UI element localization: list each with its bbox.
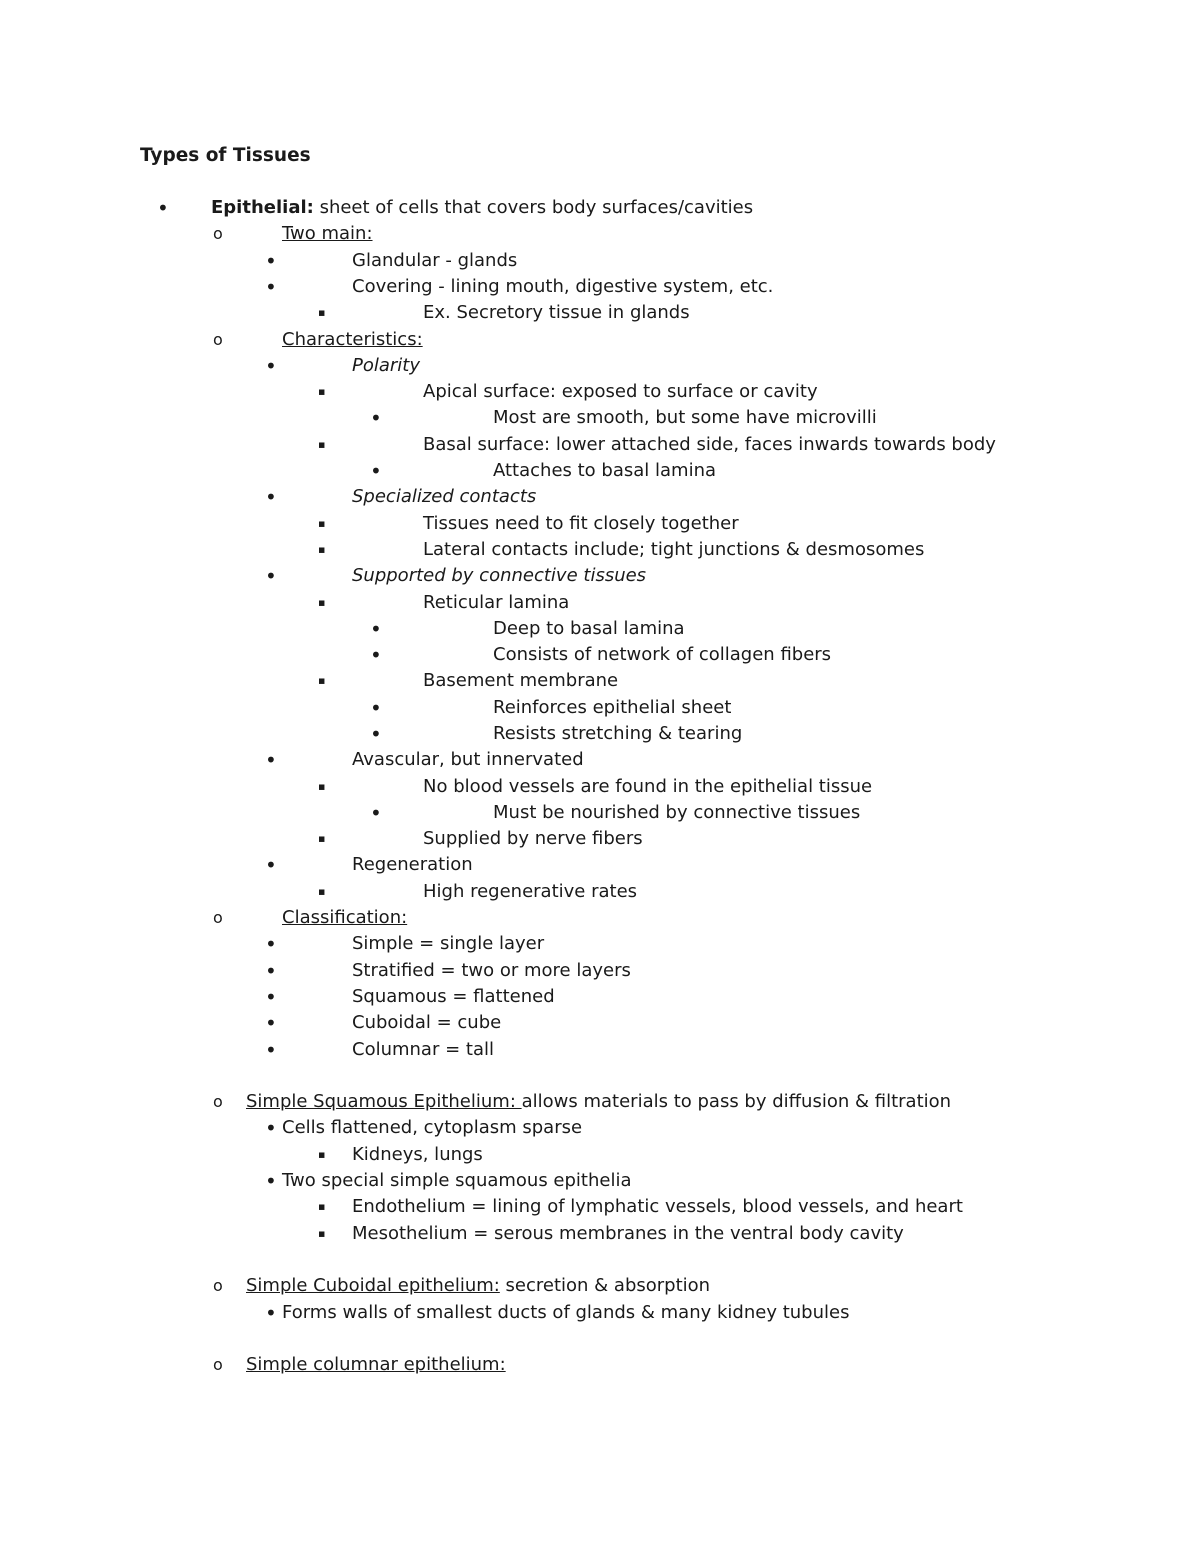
square-bullet-icon: ▪	[318, 674, 326, 687]
list-item	[0, 221, 1200, 247]
list-item-body: Two special simple squamous epithelia	[282, 1170, 632, 1191]
list-item	[0, 300, 1200, 326]
hollow-bullet-icon: o	[213, 1092, 223, 1111]
list-item-text	[352, 248, 517, 274]
bullet-icon: •	[265, 249, 277, 273]
list-item-text	[423, 511, 739, 537]
list-item	[0, 1273, 1200, 1299]
list-item-body: secretion & absorption	[499, 1275, 711, 1296]
list-item	[0, 432, 1200, 458]
list-item-body: Simple = single layer	[352, 933, 545, 954]
list-item-body: Must be nourished by connective tissues	[493, 802, 861, 823]
list-item	[0, 668, 1200, 694]
list-item-text	[352, 484, 536, 510]
hollow-bullet-icon: o	[213, 330, 223, 349]
list-item	[0, 1089, 1200, 1115]
list-item	[0, 353, 1200, 379]
list-item	[0, 984, 1200, 1010]
list-item-body: Reticular lamina	[423, 592, 570, 613]
bullet-icon: •	[157, 196, 169, 220]
list-item	[0, 1168, 1200, 1194]
list-item-text	[352, 747, 584, 773]
list-item-body: Stratified = two or more layers	[352, 960, 631, 981]
list-item-text	[352, 852, 473, 878]
list-item-body: High regenerative rates	[423, 881, 638, 902]
list-item-label: Characteristics:	[282, 329, 423, 350]
list-item-text	[352, 931, 544, 957]
list-item	[0, 931, 1200, 957]
list-item	[0, 248, 1200, 274]
list-item-label: Simple columnar epithelium:	[246, 1354, 506, 1375]
list-item-text	[423, 590, 569, 616]
list-item-body: Specialized contacts	[352, 486, 537, 507]
list-item	[0, 1115, 1200, 1141]
bullet-icon: •	[370, 459, 382, 483]
list-item	[0, 800, 1200, 826]
list-item-label: Classification:	[282, 907, 408, 928]
list-item	[0, 616, 1200, 642]
list-item	[0, 1194, 1200, 1220]
square-bullet-icon: ▪	[318, 885, 326, 898]
bullet-icon: •	[265, 354, 277, 378]
list-item-text	[423, 537, 924, 563]
list-item-text	[493, 721, 742, 747]
square-bullet-icon: ▪	[318, 832, 326, 845]
list-item-body: Supported by connective tissues	[352, 565, 647, 586]
list-item-body: Cuboidal = cube	[352, 1012, 502, 1033]
list-item	[0, 1010, 1200, 1036]
bullet-icon: •	[370, 696, 382, 720]
square-bullet-icon: ▪	[318, 1148, 326, 1161]
list-item-text	[282, 1115, 582, 1141]
list-item	[0, 511, 1200, 537]
list-item	[0, 1142, 1200, 1168]
list-item	[0, 642, 1200, 668]
bullet-icon: •	[370, 801, 382, 825]
bullet-icon: •	[265, 564, 277, 588]
list-item-text	[423, 668, 618, 694]
list-item	[0, 327, 1200, 353]
square-bullet-icon: ▪	[318, 1227, 326, 1240]
list-item-body: Columnar = tall	[352, 1039, 494, 1060]
square-bullet-icon: ▪	[318, 596, 326, 609]
bullet-icon: •	[265, 748, 277, 772]
list-item	[0, 1300, 1200, 1326]
list-item-label: Simple Squamous Epithelium:	[246, 1091, 522, 1112]
square-bullet-icon: ▪	[318, 306, 326, 319]
list-item-text	[352, 984, 555, 1010]
list-item	[0, 721, 1200, 747]
list-item	[0, 774, 1200, 800]
list-item	[0, 879, 1200, 905]
list-item-text	[282, 905, 407, 931]
list-item-body: sheet of cells that covers body surfaces/cavities	[313, 197, 754, 218]
list-item-body: Supplied by nerve fibers	[423, 828, 643, 849]
list-item-text	[493, 642, 831, 668]
list-item-body: Glandular - glands	[352, 250, 518, 271]
square-bullet-icon: ▪	[318, 1200, 326, 1213]
list-item	[0, 379, 1200, 405]
list-item-text	[352, 1142, 483, 1168]
list-item-body: Mesothelium = serous membranes in the ventral body cavity	[352, 1223, 904, 1244]
list-item-body: Basement membrane	[423, 670, 619, 691]
square-bullet-icon: ▪	[318, 385, 326, 398]
list-item-body: allows materials to pass by diffusion & filtration	[521, 1091, 952, 1112]
square-bullet-icon: ▪	[318, 543, 326, 556]
list-item-text	[493, 458, 716, 484]
list-item-text	[282, 1300, 849, 1326]
hollow-bullet-icon: o	[213, 224, 223, 243]
list-item-label: Epithelial:	[211, 197, 314, 218]
list-item-body: Endothelium = lining of lymphatic vessels, blood vessels, and heart	[352, 1196, 963, 1217]
hollow-bullet-icon: o	[213, 908, 223, 927]
list-item-body: Basal surface: lower attached side, faces inwards towards body	[423, 434, 996, 455]
list-item-text	[493, 695, 731, 721]
list-item	[0, 563, 1200, 589]
list-item-text	[282, 1168, 632, 1194]
list-item-text	[282, 327, 423, 353]
list-item	[0, 1037, 1200, 1063]
list-item-text	[423, 879, 637, 905]
list-item-body: Ex. Secretory tissue in glands	[423, 302, 690, 323]
list-item-text	[493, 800, 860, 826]
list-item-text	[246, 1352, 506, 1378]
bullet-icon: •	[265, 1301, 277, 1325]
list-item-text	[423, 774, 872, 800]
list-item	[0, 695, 1200, 721]
list-item-body: Regeneration	[352, 854, 473, 875]
list-item-text	[423, 300, 690, 326]
list-item	[0, 826, 1200, 852]
list-item-body: Squamous = flattened	[352, 986, 555, 1007]
list-item-body: No blood vessels are found in the epithelial tissue	[423, 776, 873, 797]
page-title: Types of Tissues	[140, 145, 311, 166]
list-item-body: Most are smooth, but some have microvilli	[493, 407, 877, 428]
list-item	[0, 1352, 1200, 1378]
square-bullet-icon: ▪	[318, 438, 326, 451]
list-item	[0, 747, 1200, 773]
list-item-body: Tissues need to fit closely together	[423, 513, 739, 534]
list-item	[0, 458, 1200, 484]
list-item-text	[423, 379, 818, 405]
list-item-body: Polarity	[352, 355, 421, 376]
square-bullet-icon: ▪	[318, 780, 326, 793]
list-item-text	[352, 274, 773, 300]
list-item-text	[352, 353, 420, 379]
list-item	[0, 484, 1200, 510]
bullet-icon: •	[265, 1116, 277, 1140]
list-item-body: Forms walls of smallest ducts of glands & many kidney tubules	[282, 1302, 850, 1323]
list-item	[0, 958, 1200, 984]
list-item-text	[352, 1221, 904, 1247]
list-item-body: Covering - lining mouth, digestive system, etc.	[352, 276, 774, 297]
bullet-icon: •	[265, 932, 277, 956]
list-item	[0, 905, 1200, 931]
list-item-body: Kidneys, lungs	[352, 1144, 483, 1165]
list-item-text	[423, 432, 996, 458]
list-item-body: Avascular, but innervated	[352, 749, 584, 770]
list-item-text	[352, 1037, 494, 1063]
list-item-text	[352, 1194, 963, 1220]
bullet-icon: •	[265, 485, 277, 509]
list-item-body: Apical surface: exposed to surface or cavity	[423, 381, 818, 402]
bullet-icon: •	[370, 722, 382, 746]
hollow-bullet-icon: o	[213, 1355, 223, 1374]
list-item-text	[493, 405, 877, 431]
hollow-bullet-icon: o	[213, 1276, 223, 1295]
list-item-body: Deep to basal lamina	[493, 618, 685, 639]
bullet-icon: •	[370, 406, 382, 430]
bullet-icon: •	[265, 1169, 277, 1193]
list-item-text	[423, 826, 643, 852]
list-item-text	[352, 1010, 501, 1036]
bullet-icon: •	[265, 1011, 277, 1035]
list-item	[0, 195, 1200, 221]
list-item-body: Resists stretching & tearing	[493, 723, 743, 744]
list-item-body: Consists of network of collagen fibers	[493, 644, 832, 665]
square-bullet-icon: ▪	[318, 517, 326, 530]
list-item	[0, 1221, 1200, 1247]
list-item-text	[211, 195, 753, 221]
list-item-body: Cells flattened, cytoplasm sparse	[282, 1117, 583, 1138]
list-item	[0, 537, 1200, 563]
list-item-text	[352, 958, 631, 984]
list-item-text	[246, 1089, 951, 1115]
list-item	[0, 274, 1200, 300]
list-item	[0, 590, 1200, 616]
bullet-icon: •	[265, 853, 277, 877]
list-item	[0, 405, 1200, 431]
list-item-body: Lateral contacts include; tight junctions & desmosomes	[423, 539, 925, 560]
bullet-icon: •	[265, 985, 277, 1009]
bullet-icon: •	[265, 1038, 277, 1062]
bullet-icon: •	[265, 959, 277, 983]
bullet-icon: •	[370, 643, 382, 667]
list-item-label: Two main:	[282, 223, 373, 244]
list-item	[0, 852, 1200, 878]
list-item-label: Simple Cuboidal epithelium:	[246, 1275, 500, 1296]
list-item-text	[282, 221, 373, 247]
list-item-body: Attaches to basal lamina	[493, 460, 717, 481]
list-item-body: Reinforces epithelial sheet	[493, 697, 732, 718]
list-item-text	[352, 563, 646, 589]
list-item-text	[493, 616, 685, 642]
list-item-text	[246, 1273, 710, 1299]
bullet-icon: •	[265, 275, 277, 299]
bullet-icon: •	[370, 617, 382, 641]
